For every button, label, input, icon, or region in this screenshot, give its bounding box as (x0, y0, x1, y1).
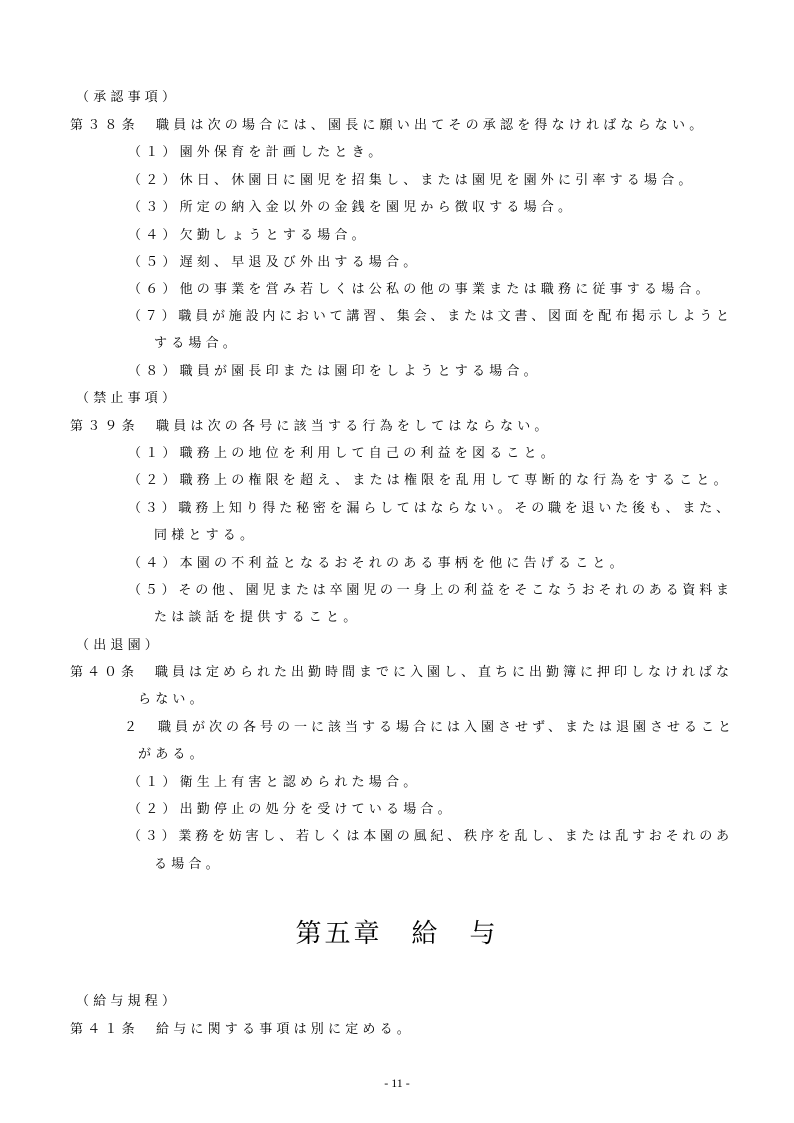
art39-heading: （禁止事項） (76, 391, 180, 406)
art40-title: 第４０条 職員は定められた出勤時間までに入園し、直ちに出勤簿に押印しなければな (70, 665, 734, 680)
art38-item-3: （３）所定の納入金以外の金銭を園児から徴収する場合。 (128, 200, 576, 215)
art39-item-2: （２）職務上の権限を超え、または権限を乱用して専断的な行為をすること。 (128, 473, 731, 488)
art38-item-7-cont: する場合。 (154, 336, 241, 351)
art40-item-3-cont: る場合。 (154, 857, 223, 872)
art39-item-5: （５）その他、園児または卒園児の一身上の利益をそこなうおそれのある資料ま (128, 583, 733, 598)
art39-item-1: （１）職務上の地位を利用して自己の利益を図ること。 (128, 446, 559, 461)
art41-heading: （給与規程） (76, 994, 180, 1009)
art38-title: 第３８条 職員は次の場合には、園長に願い出てその承認を得なければならない。 (70, 118, 707, 133)
art40-item-1: （１）衛生上有害と認められた場合。 (128, 775, 421, 790)
art40-title-cont: らない。 (138, 692, 207, 707)
art38-heading: （承認事項） (76, 90, 180, 105)
art40-item-2: （２）出勤停止の処分を受けている場合。 (128, 802, 455, 817)
art39-item-3-cont: 同様とする。 (154, 528, 258, 543)
art39-item-4: （４）本園の不利益となるおそれのある事柄を他に告げること。 (128, 556, 627, 571)
art38-item-6: （６）他の事業を営み若しくは公私の他の事業または職務に従事する場合。 (128, 282, 713, 297)
art38-item-7: （７）職員が施設内において講習、集会、または文書、図面を配布掲示しようと (128, 309, 733, 324)
art38-item-5: （５）遅刻、早退及び外出する場合。 (128, 255, 421, 270)
art39-title: 第３９条 職員は次の各号に該当する行為をしてはならない。 (70, 419, 552, 434)
chapter-title: 第五章 給 与 (295, 919, 499, 949)
art41-title: 第４１条 給与に関する事項は別に定める。 (70, 1022, 415, 1037)
art38-item-8: （８）職員が園長印または園印をしようとする場合。 (128, 364, 541, 379)
art39-item-5-cont: たは談話を提供すること。 (154, 610, 361, 625)
art40-paragraph-2: ２ 職員が次の各号の一に該当する場合には入園させず、または退園させること (124, 720, 735, 735)
page-number: - 11 - (384, 1076, 410, 1090)
art38-item-1: （１）園外保育を計画したとき。 (128, 145, 386, 160)
art38-item-4: （４）欠勤しょうとする場合。 (128, 228, 369, 243)
art40-item-3: （３）業務を妨害し、若しくは本園の風紀、秩序を乱し、または乱すおそれのあ (128, 829, 733, 844)
art39-item-3: （３）職務上知り得た秘密を漏らしてはならない。その職を退いた後も、また、 (128, 501, 733, 516)
art40-heading: （出退園） (76, 638, 163, 653)
art38-item-2: （２）休日、休園日に園児を招集し、または園児を園外に引率する場合。 (128, 173, 696, 188)
art40-paragraph-2-cont: がある。 (138, 747, 207, 762)
